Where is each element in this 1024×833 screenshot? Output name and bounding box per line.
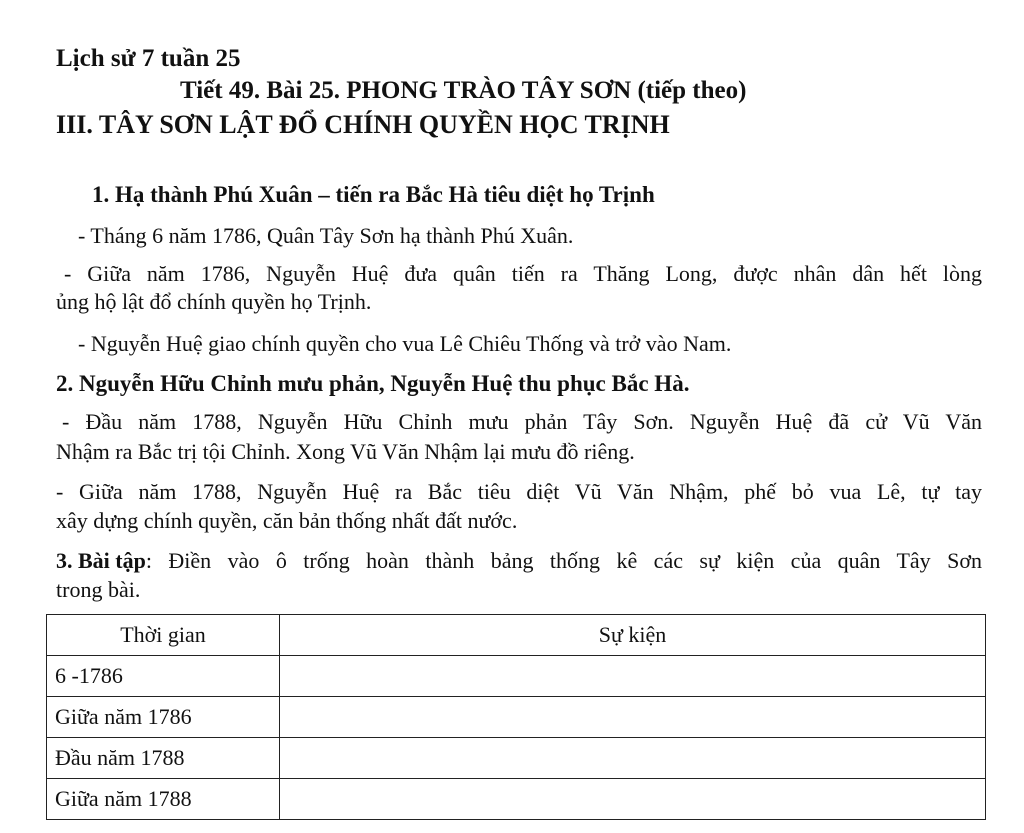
- table-row: [47, 779, 986, 820]
- header-event: Sự kiện: [280, 615, 986, 656]
- events-table: [46, 614, 986, 820]
- part2-heading: 2. Nguyễn Hữu Chỉnh mưu phản, Nguyễn Huệ thu phục Bắc Hà.: [56, 371, 690, 396]
- part1-heading: 1. Hạ thành Phú Xuân – tiến ra Bắc Hà tiêu diệt họ Trịnh: [92, 182, 655, 207]
- part1-bullet-2-line-2: ủng hộ lật đổ chính quyền họ Trịnh.: [56, 289, 372, 314]
- part3-instruction-text: : Điền vào ô trống hoàn thành bảng thống kê các sự kiện của quân Tây Sơn: [145, 548, 982, 573]
- part2-bullet-2-line-1: - Giữa năm 1788, Nguyễn Huệ ra Bắc tiêu diệt Vũ Văn Nhậm, phế bỏ vua Lê, tự tay: [56, 479, 982, 504]
- table-row: [47, 697, 986, 738]
- part1-bullet-1: - Tháng 6 năm 1786, Quân Tây Sơn hạ thành Phú Xuân.: [78, 223, 574, 248]
- part3-label: 3. Bài tập: [56, 548, 146, 573]
- part3-instruction-line-2: trong bài.: [56, 577, 141, 602]
- row-event-cell[interactable]: [280, 656, 986, 697]
- part3-instruction-line-1: [56, 550, 982, 572]
- part1-bullet-3: - Nguyễn Huệ giao chính quyền cho vua Lê Chiêu Thống và trở vào Nam.: [78, 331, 732, 356]
- part1-bullet-2-line-1: - Giữa năm 1786, Nguyễn Huệ đưa quân tiến ra Thăng Long, được nhân dân hết lòng: [64, 261, 982, 286]
- header-time: Thời gian: [47, 615, 280, 656]
- lesson-title: Tiết 49. Bài 25. PHONG TRÀO TÂY SƠN (tiếp theo): [180, 77, 747, 104]
- part2-bullet-2-line-2: xây dựng chính quyền, căn bản thống nhất đất nước.: [56, 508, 518, 533]
- part2-bullet-1-line-1: - Đầu năm 1788, Nguyễn Hữu Chỉnh mưu phản Tây Sơn. Nguyễn Huệ đã cử Vũ Văn: [62, 409, 982, 434]
- subject-line: Lịch sử 7 tuần 25: [56, 45, 241, 72]
- row-time: 6 -1786: [47, 656, 280, 697]
- row-time: Giữa năm 1786: [47, 697, 280, 738]
- table-row: [47, 738, 986, 779]
- table-row: [47, 656, 986, 697]
- row-time: Giữa năm 1788: [47, 779, 280, 820]
- row-event-cell[interactable]: [280, 697, 986, 738]
- section-title: III. TÂY SƠN LẬT ĐỔ CHÍNH QUYỀN HỌC TRỊNH: [56, 110, 670, 139]
- part2-bullet-1-line-2: Nhậm ra Bắc trị tội Chỉnh. Xong Vũ Văn Nhậm lại mưu đồ riêng.: [56, 439, 635, 464]
- row-event-cell[interactable]: [280, 779, 986, 820]
- row-event-cell[interactable]: [280, 738, 986, 779]
- table-header-row: [47, 615, 986, 656]
- row-time: Đầu năm 1788: [47, 738, 280, 779]
